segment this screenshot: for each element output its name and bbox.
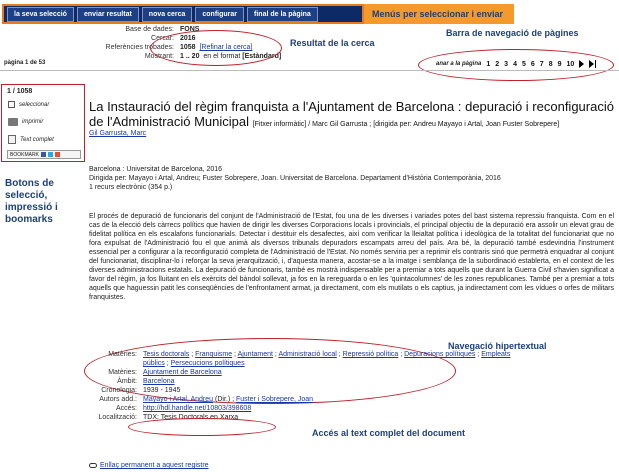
bookmark-widget[interactable] (7, 150, 81, 159)
link-icon (89, 463, 97, 468)
print-label: imprimir (22, 119, 44, 125)
record-meta: [Fitxer informàtic] / Marc Gil Garrusta ; [dirigida per: Andreu Mayayo i Artal, Joan Fuster Sobrepere] (252, 121, 560, 128)
access-label: Accés: (115, 405, 137, 412)
added-authors-label: Autors add.: (99, 396, 137, 403)
page-navigation-bar (436, 60, 596, 68)
added-author-link[interactable]: Fuster i Sobrepere, Joan (236, 396, 314, 403)
subject-link[interactable]: Administració local (278, 351, 337, 358)
database-value: FONS (180, 26, 200, 33)
subject-link[interactable]: Franquisme (195, 351, 233, 358)
facebook-icon[interactable] (41, 152, 46, 157)
format-text: en el format (203, 53, 241, 60)
format-value[interactable]: [Estàndard] (242, 53, 282, 60)
subject-link[interactable]: Tesis doctorals (143, 351, 190, 358)
twitter-icon[interactable] (48, 152, 53, 157)
printer-icon[interactable] (8, 118, 18, 126)
annotation-hypertext: Navegació hipertextual (448, 341, 547, 351)
page-link[interactable]: 1 (486, 60, 491, 68)
page-link[interactable]: 4 (513, 60, 517, 68)
search-value: 2016 (180, 35, 196, 42)
subjects-list: Tesis doctorals ; Franquisme ; Ajuntament ; Administració local ; Repressió política ; Depuracions polítiques ; Empleats públics ; Persecucions polítiques (143, 351, 511, 367)
goto-page-label: anar a la pàgina (436, 61, 482, 67)
fulltext-record[interactable] (8, 135, 54, 144)
subject-link[interactable]: Persecucions polítiques (170, 360, 245, 367)
document-icon[interactable] (8, 135, 16, 144)
configure-button[interactable]: configurar (195, 7, 244, 22)
annotation-pagebar: Barra de navegació de pàgines (446, 28, 579, 38)
bookmark-label: BOOKMARK (10, 151, 39, 158)
fulltext-access-link[interactable]: http://hdl.handle.net/10803/398608 (143, 405, 252, 412)
new-search-button[interactable]: nova cerca (142, 7, 193, 22)
directed-by: Dirigida per: Mayayo i Artal, Andreu; Fuster Sobrepere, Joan. Universitat de Barcelona. Departament d'Història Contemporània, 2016 (89, 175, 501, 182)
subjects2-label: Matèries: (108, 369, 137, 376)
select-checkbox[interactable] (8, 101, 15, 108)
record-title: La Instauració del règim franquista a l'Ajuntament de Barcelona : depuració i reconfiguració de l'Administració Municipal (89, 99, 614, 129)
next-page-icon[interactable] (579, 60, 584, 68)
search-label: Cercar: (151, 35, 174, 42)
record-author-block (89, 129, 614, 138)
end-of-page-button[interactable]: final de la pàgina (247, 7, 318, 22)
page-of-indicator: pàgina 1 de 53 (4, 60, 46, 66)
header-divider (0, 70, 619, 71)
annotation-fulltext: Accés al text complet del document (312, 428, 466, 438)
author-link[interactable]: Gil Garrusta, Marc (89, 130, 147, 137)
page-link[interactable]: 3 (504, 60, 509, 68)
refs-found-value: 1058 (180, 44, 196, 51)
record-title-block (89, 99, 614, 132)
refs-found-label: Referències trobades: (105, 44, 174, 51)
record-fields: Matèries: Tesis doctorals ; Franquisme ; Ajuntament ; Administració local ; Repressió política ; Depuracions polítiques ; Empleats públics ; Persecucions polítiques Matèries: Ajuntament de Barcelona Àmbit: Barcelona Cronologia: 1939 - 1945 Autors add.: Mayayo i Artal, Andreu (Dir.) ; Fuster i Sobrepere, Joan Accés: http://hdl.handle.net/10803/398608 Localització: TDX: Tesis Doctorals en Xarxa (89, 350, 529, 422)
send-result-button[interactable]: enviar resultat (77, 7, 139, 22)
record-count: 1 / 1058 (7, 88, 33, 95)
page-link[interactable]: 5 (521, 60, 526, 68)
top-menu-bar (2, 4, 364, 24)
page-link[interactable]: 9 (557, 60, 562, 68)
select-label: seleccionar (19, 101, 50, 108)
subject-link[interactable]: Empleats públics (143, 351, 511, 367)
annotation-result: Resultat de la cerca (290, 38, 375, 48)
annotation-buttons (5, 178, 58, 226)
record-abstract (89, 212, 614, 302)
annotation-menus: Menús per seleccionar i enviar (372, 9, 504, 19)
location-value: TDX: Tesis Doctorals en Xarxa (143, 414, 239, 421)
publisher: Barcelona : Universitat de Barcelona, 2016 (89, 166, 223, 173)
result-highlight-ellipse (150, 30, 282, 66)
chronology-label: Cronologia: (101, 387, 137, 394)
page-link[interactable]: 2 (495, 60, 500, 68)
showing-value: 1 .. 20 (180, 53, 200, 60)
select-record[interactable] (8, 101, 49, 108)
refine-search-link[interactable]: [Refinar la cerca] (199, 44, 253, 51)
location-label: Localització: (98, 414, 137, 421)
subject-link[interactable]: Ajuntament de Barcelona (143, 369, 222, 376)
page-link[interactable]: 10 (566, 60, 575, 68)
director-role: (Dir.) (215, 396, 231, 403)
fulltext-label: Text complet (20, 136, 54, 143)
abstract-part-1: El procés de depuració de funcionaris del conjunt de l'Administració de l'Estat, fou una de les diverses i variades potes del bast sistema repressiu franquista. Com en el cas de la elecció dels càrrecs polítics que havien de dirigir les diverses Corporacions locals i provincials, el principal objectiu de la depuració era assolir un elevat grau de fidelitat política en els escalafons funcionarials. Detectar i destituir els desafectes, així com verificar la lleialtat política i ideològica de la totalitat del funcionariat que no fora expulsat de l'Administració fou el que animà als diversos tribunals depuradors escampats arreu del país. Ara bé, la depuració també esdevindria l'instrument essencial per a configurar a la reconfiguració completa de l'Administració de l'Estat. No només serviria per a reprimir els contraris sinó que permetrà enquadrar al conjunt del funcionariat, disciplinar-lo i reforçar la seva jerarquització, i, d'aquesta manera, acostar-se a la imatge i semblança de la subordinació establerta, en el context de les diverses administracions estatals. La depuració de funcionaris, (89, 213, 614, 274)
page-link[interactable]: 8 (548, 60, 553, 68)
annotation-buttons-line: impressió i (5, 202, 58, 213)
record-tools-panel (1, 84, 85, 162)
subjects-label: Matèries: (108, 351, 137, 358)
scope-link[interactable]: Barcelona (143, 378, 175, 385)
share-icon[interactable] (55, 152, 60, 157)
last-page-icon[interactable] (589, 60, 596, 68)
chronology-value: 1939 - 1945 (143, 387, 181, 394)
subject-link[interactable]: Depuracions polítiques (404, 351, 476, 358)
added-author-link[interactable]: Mayayo i Artal, Andreu (143, 396, 214, 403)
annotation-buttons-line: Botons de (5, 178, 54, 189)
subject-link[interactable]: Repressió política (342, 351, 399, 358)
my-selection-button[interactable]: la seva selecció (7, 7, 74, 22)
annotation-buttons-line: boomarks (5, 214, 53, 225)
database-label: Base de dades: (125, 26, 174, 33)
print-record[interactable] (8, 118, 43, 126)
publication-info (89, 165, 614, 192)
permalink[interactable] (89, 462, 209, 469)
page-link[interactable]: 7 (539, 60, 544, 68)
abstract-part-2: també es mostrà indispensable per a premiar a tots aquells que durant la Guerra Civil s'havien significat a favor del règim, ja fos lluitant en els exèrcits del bàndol sollevat, ja fos en la rereguarda o en les 'quintacolumnes' de les zones republicanes. També per a premiar a tots aquells que haguessin patit les conseqüències de l'enfrontament armat, ja directament, com els mutilats o els captius, ja indirectament com les vídues o orfes de militars franquistes. (89, 267, 614, 301)
annotation-buttons-line: selecció, (5, 190, 48, 201)
resource-extent: 1 recurs electrònic (354 p.) (89, 184, 173, 191)
scope-label: Àmbit: (117, 378, 137, 385)
showing-label: Mostrant: (144, 53, 174, 60)
page-link[interactable]: 6 (530, 60, 535, 68)
access-highlight-ellipse (128, 418, 276, 436)
subject-link[interactable]: Ajuntament (237, 351, 273, 358)
permalink-text[interactable]: Enllaç permanent a aquest registre (100, 462, 209, 469)
